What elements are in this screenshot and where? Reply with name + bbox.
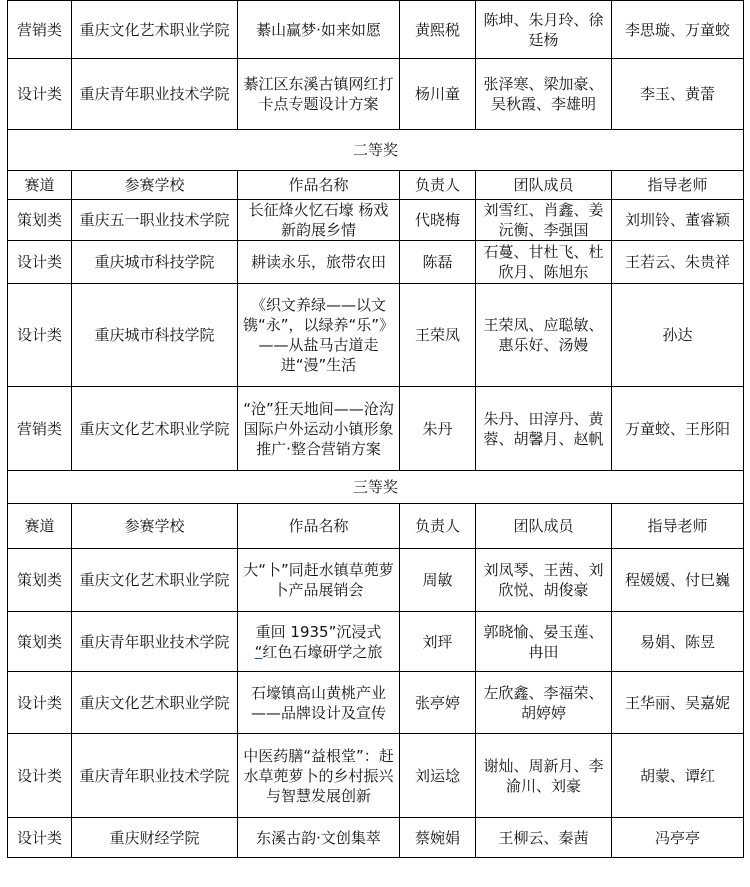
members-cell: 谢灿、周新月、李渝川、刘豪: [476, 734, 612, 818]
school-cell: 重庆城市科技学院: [72, 284, 238, 387]
table-row: [8, 672, 744, 734]
awards-table: [7, 0, 744, 858]
school-cell: 重庆财经学院: [72, 818, 238, 858]
members-cell: 左欣鑫、李福荣、胡婷婷: [476, 672, 612, 734]
advisors-cell: 程媛媛、付巳巍: [612, 549, 744, 612]
column-header: 参赛学校: [72, 171, 238, 200]
column-header: 团队成员: [476, 171, 612, 200]
leader-cell: 代晓梅: [400, 200, 476, 241]
school-cell: 重庆文化艺术职业学院: [72, 1, 238, 59]
work-text-underlined: “: [254, 642, 263, 661]
members-cell: 朱丹、田淳丹、黄蓉、胡馨月、赵帆: [476, 387, 612, 471]
school-cell: 重庆文化艺术职业学院: [72, 387, 238, 471]
column-header: 作品名称: [238, 171, 400, 200]
column-header: 指导老师: [612, 504, 744, 549]
column-header: 参赛学校: [72, 504, 238, 549]
table-row: [8, 387, 744, 471]
members-cell: 郭晓愉、晏玉莲、冉田: [476, 612, 612, 672]
work-cell: 綦山赢梦·如来如愿: [238, 1, 400, 59]
school-cell: 重庆文化艺术职业学院: [72, 672, 238, 734]
members-cell: 王荣凤、应聪敏、惠乐好、汤嫚: [476, 284, 612, 387]
school-cell: 重庆青年职业技术学院: [72, 59, 238, 130]
track-cell: 设计类: [8, 241, 72, 284]
advisors-cell: 刘圳铃、董睿颖: [612, 200, 744, 241]
table-row: [8, 59, 744, 130]
column-header: 负责人: [400, 171, 476, 200]
table-row: [8, 549, 744, 612]
work-cell: 中医药膳“益根堂”：赶水草蔸萝卜的乡村振兴与智慧发展创新: [238, 734, 400, 818]
members-cell: 刘凤琴、王茜、刘欣悦、胡俊豪: [476, 549, 612, 612]
table-header-row: [8, 504, 744, 549]
track-cell: 设计类: [8, 672, 72, 734]
advisors-cell: 易娟、陈昱: [612, 612, 744, 672]
table-row: [8, 734, 744, 818]
column-header: 赛道: [8, 171, 72, 200]
table-row: [8, 818, 744, 858]
members-cell: 张泽寒、梁加豪、吴秋霞、李雄明: [476, 59, 612, 130]
leader-cell: 陈磊: [400, 241, 476, 284]
school-cell: 重庆城市科技学院: [72, 241, 238, 284]
table-row: [8, 1, 744, 59]
members-cell: 陈坤、朱月玲、徐廷杨: [476, 1, 612, 59]
column-header: 指导老师: [612, 171, 744, 200]
leader-cell: 蔡婉娟: [400, 818, 476, 858]
section-title: 二等奖: [8, 130, 744, 171]
members-cell: 王柳云、秦茜: [476, 818, 612, 858]
table-row: [8, 200, 744, 241]
work-cell: “沧”狂天地间——沧沟国际户外运动小镇形象推广·整合营销方案: [238, 387, 400, 471]
leader-cell: 刘玶: [400, 612, 476, 672]
advisors-cell: 冯亭亭: [612, 818, 744, 858]
table-row: [8, 241, 744, 284]
table-row: [8, 612, 744, 672]
advisors-cell: 王若云、朱贵祥: [612, 241, 744, 284]
leader-cell: 王荣凤: [400, 284, 476, 387]
section-title-row: [8, 130, 744, 171]
advisors-cell: 李思璇、万童蛟: [612, 1, 744, 59]
leader-cell: 杨川童: [400, 59, 476, 130]
school-cell: 重庆五一职业技术学院: [72, 200, 238, 241]
advisors-cell: 万童蛟、王彤阳: [612, 387, 744, 471]
work-text-line: 重回 1935”沉浸式: [255, 622, 382, 641]
members-cell: 刘雪红、肖鑫、姜沅衡、李强国: [476, 200, 612, 241]
track-cell: 策划类: [8, 612, 72, 672]
column-header: 赛道: [8, 504, 72, 549]
advisors-cell: 孙达: [612, 284, 744, 387]
column-header: 作品名称: [238, 504, 400, 549]
school-cell: 重庆青年职业技术学院: [72, 734, 238, 818]
work-cell: 长征烽火忆石壕 杨戏新韵展乡情: [238, 200, 400, 241]
track-cell: 策划类: [8, 200, 72, 241]
section-title-row: [8, 471, 744, 504]
table-header-row: [8, 171, 744, 200]
advisors-cell: 李玉、黄蕾: [612, 59, 744, 130]
leader-cell: 朱丹: [400, 387, 476, 471]
track-cell: 设计类: [8, 59, 72, 130]
track-cell: 设计类: [8, 284, 72, 387]
school-cell: 重庆青年职业技术学院: [72, 612, 238, 672]
column-header: 团队成员: [476, 504, 612, 549]
track-cell: 策划类: [8, 549, 72, 612]
track-cell: 设计类: [8, 734, 72, 818]
work-cell: 綦江区东溪古镇网红打卡点专题设计方案: [238, 59, 400, 130]
members-cell: 石蔓、甘杜飞、杜欣月、陈旭东: [476, 241, 612, 284]
leader-cell: 黄熙税: [400, 1, 476, 59]
work-cell: 石壕镇高山黄桃产业——品牌设计及宣传: [238, 672, 400, 734]
column-header: 负责人: [400, 504, 476, 549]
advisors-cell: 王华丽、吴嘉妮: [612, 672, 744, 734]
track-cell: 营销类: [8, 387, 72, 471]
advisors-cell: 胡蒙、谭红: [612, 734, 744, 818]
work-cell: 东溪古韵·文创集萃: [238, 818, 400, 858]
leader-cell: 周敏: [400, 549, 476, 612]
work-cell: 耕读永乐，旅带农田: [238, 241, 400, 284]
work-cell: 大“卜”同赶水镇草蔸萝卜产品展销会: [238, 549, 400, 612]
leader-cell: 刘运埝: [400, 734, 476, 818]
table-row: [8, 284, 744, 387]
work-cell: 《织文养绿——以文镌“永”，以绿养“乐”》——从盐马古道走进“漫”生活: [238, 284, 400, 387]
track-cell: 设计类: [8, 818, 72, 858]
leader-cell: 张亭婷: [400, 672, 476, 734]
section-title: 三等奖: [8, 471, 744, 504]
school-cell: 重庆文化艺术职业学院: [72, 549, 238, 612]
track-cell: 营销类: [8, 1, 72, 59]
work-cell: [238, 612, 400, 672]
work-text-line: 红色石壕研学之旅: [262, 642, 383, 661]
